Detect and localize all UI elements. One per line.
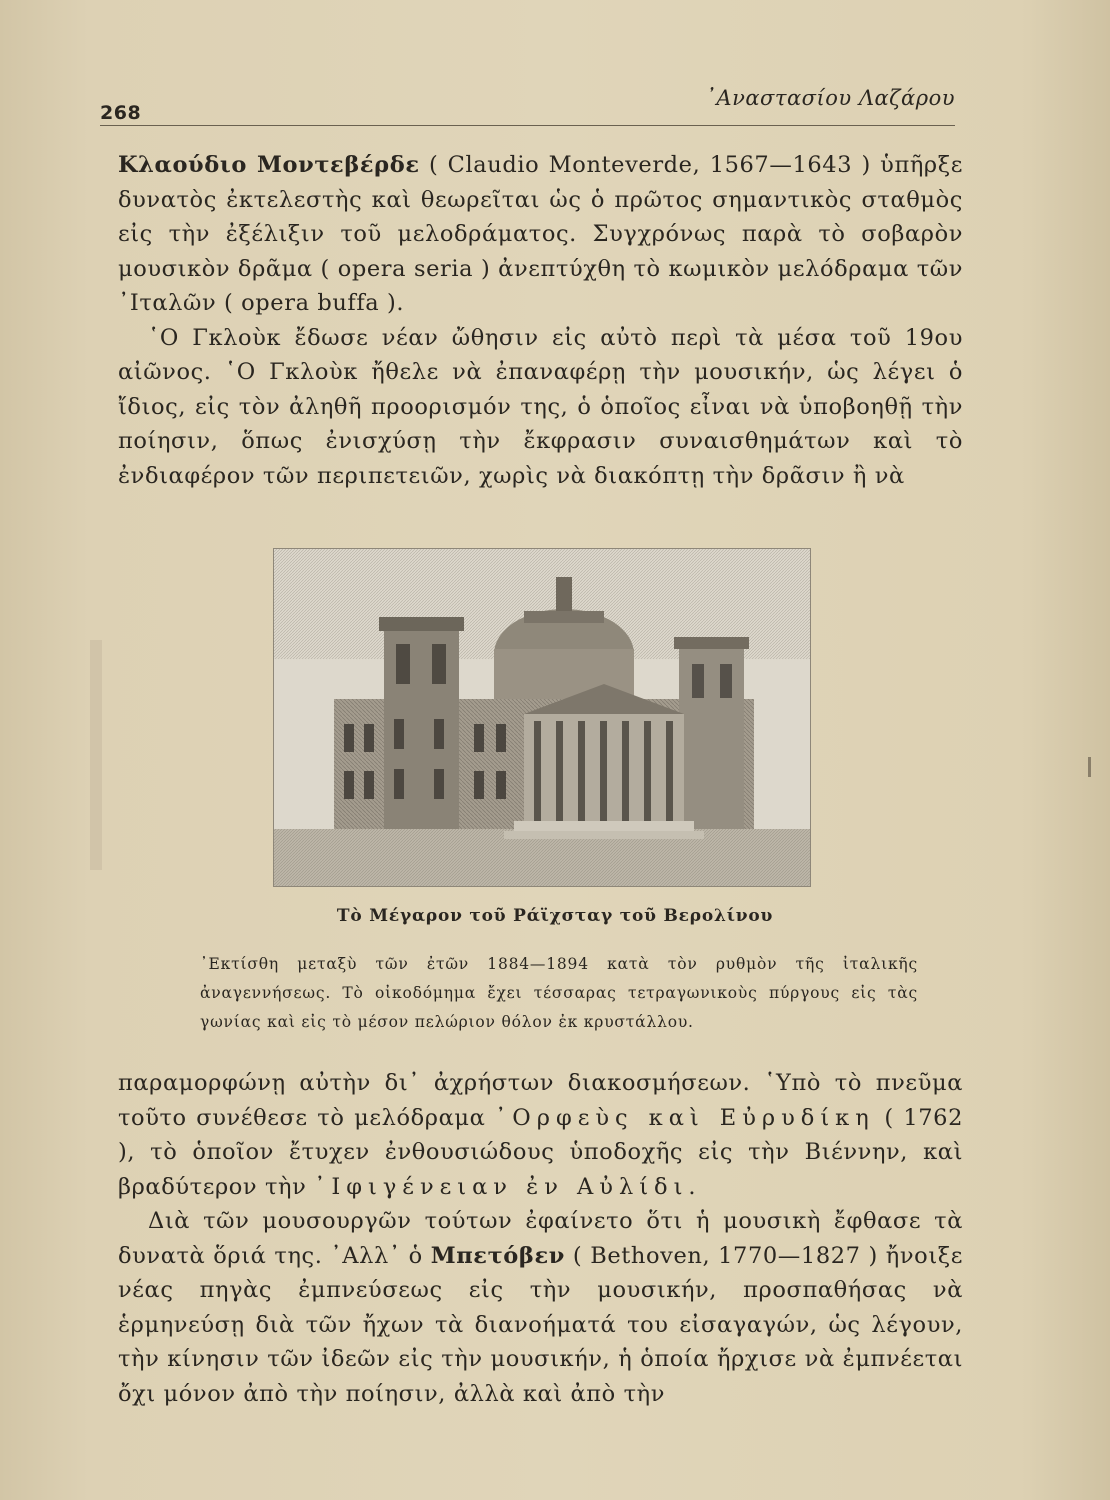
running-head: ᾿Αναστασίου Λαζάρου [705,86,955,110]
paragraph-beethoven [118,1204,963,1411]
person-name: Μπετόβεν [430,1242,565,1269]
paragraph-text: ( 1762 ), τὸ ὁποῖον ἔτυχεν ἐνθουσιώδους ὑποδοχῆς εἰς τὴν Βιέννην, καὶ βραδύτερον τὴν [118,1104,963,1200]
margin-mark [1088,757,1091,777]
work-title: ᾿Ορφεὺς καὶ Εὐρυδίκη [495,1104,875,1131]
page-shadow [90,640,102,870]
paragraph-text: παραμορφώνῃ αὐτὴν δι᾿ ἀχρήστων διακοσμήσεων. ῾Υπὸ τὸ πνεῦμα τοῦτο συνέθεσε τὸ μελόδραμα [118,1070,963,1131]
figure-title: Τὸ Μέγαρον τοῦ Ράϊχσταγ τοῦ Βερολίνου [336,906,774,926]
header-rule [100,125,955,126]
paragraph-text: . [688,1173,697,1200]
page-header [100,80,955,130]
paragraph-gluck: ῾Ο Γκλοὺκ ἔδωσε νέαν ὤθησιν εἰς αὐτὸ περὶ τὰ μέσα τοῦ 19ου αἰῶνος. ῾Ο Γκλοὺκ ἤθελε νὰ ἐπαναφέρῃ τὴν μουσικήν, ὡς λέγει ὁ ἴδιος, εἰς τὸν ἀληθῆ προορισμόν της, ὁ ὁποῖος εἶναι νὰ ὑποβοηθῇ τὴν ποίησιν, ὅπως ἐνισχύσῃ τὴν ἔκφρασιν συναισθημάτων καὶ τὸ ἐνδιαφέρον τῶν περιπετειῶν, χωρὶς νὰ διακόπτῃ τὴν δρᾶσιν ἢ νὰ [118,324,963,489]
body-text-bottom [118,1066,963,1411]
paragraph-monteverde [118,148,963,321]
paragraph-text: ( Claudio Monteverde, 1567—1643 ) ὑπῆρξε δυνατὸς ἐκτελεστὴς καὶ θεωρεῖται ὡς ὁ πρῶτος σημαντικὸς σταθμὸς εἰς τὴν ἐξέλιξιν τοῦ μελοδράματος. Συγχρόνως παρὰ τὸ σοβαρὸν μουσικὸν δρᾶμα ( opera seria ) ἀνεπτύχθη τὸ κωμικὸν μελόδραμα τῶν ᾿Ιταλῶν ( opera buffa ). [118,152,963,316]
work-title: ᾿Ιφιγένειαν ἐν Αὐλίδι [314,1173,689,1200]
figure-caption: ᾿Εκτίσθη μεταξὺ τῶν ἐτῶν 1884—1894 κατὰ τὸν ρυθμὸν τῆς ἰταλικῆς ἀναγεννήσεως. Τὸ οἰκοδόμημα ἔχει τέσσαρας τετραγωνικοὺς πύργους εἰς τὰς γωνίας καὶ εἰς τὸ μέσον πελώριον θόλον ἐκ κρυστάλλου. [200,955,918,1031]
paragraph-text: Διὰ τῶν μουσουργῶν τούτων ἐφαίνετο ὅτι ἡ μουσικὴ ἔφθασε τὰ δυνατὰ ὅριά της. ᾿Αλλ᾿ ὁ [118,1208,963,1269]
reichstag-illustration [274,549,810,886]
figure-image [273,548,811,887]
body-text-top [118,148,963,493]
page-number: 268 [100,102,142,124]
person-name: Κλαούδιο Μοντεβέρδε [118,152,420,178]
paragraph-orpheus [118,1066,963,1204]
paragraph-text: ( Bethoven, 1770—1827 ) ἤνοιξε νέας πηγὰς ἐμπνεύσεως εἰς τὴν μουσικήν, προσπαθήσας νὰ ἑρμηνεύσῃ διὰ τῶν ἤχων τὰ διανοήματά του εἰσαγαγών, ὡς λέγουν, τὴν κίνησιν τῶν ἰδεῶν εἰς τὴν μουσικήν, ἡ ὁποία ἤρχισε νὰ ἐμπνέεται ὄχι μόνον ἀπὸ τὴν ποίησιν, ἀλλὰ καὶ ἀπὸ τὴν [118,1242,963,1407]
